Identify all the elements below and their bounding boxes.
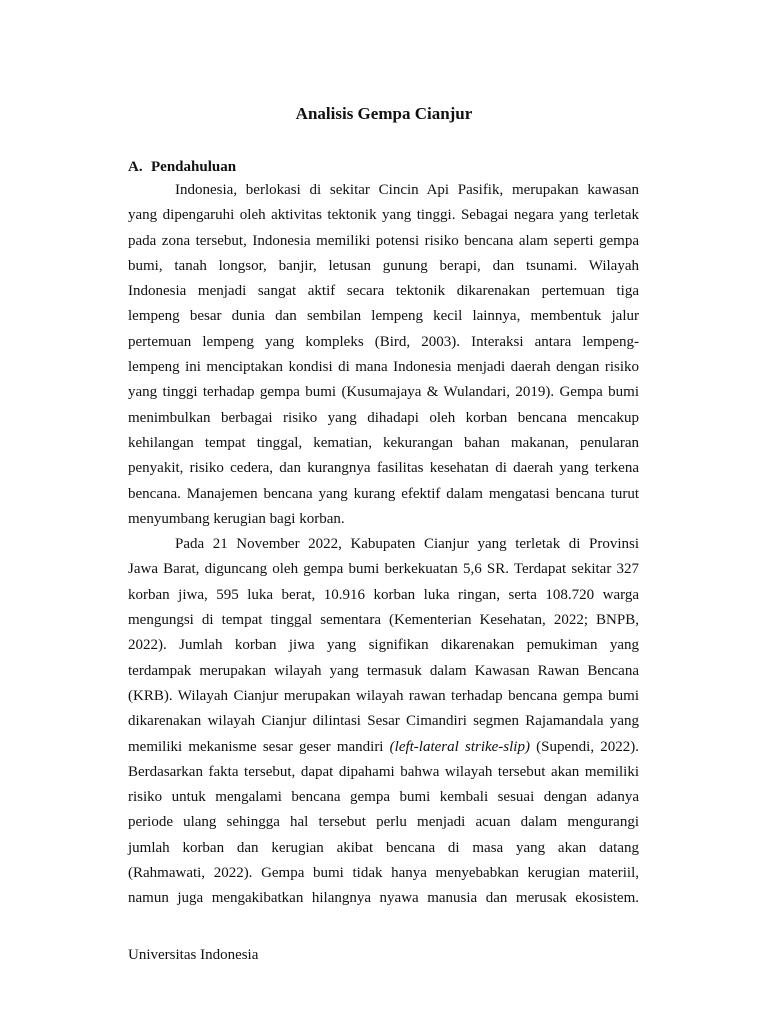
- body-text: [128, 178, 639, 912]
- section-title: Pendahuluan: [151, 159, 237, 175]
- text-line: Jawa Barat, diguncang oleh gempa bumi berkekuatan 5,6 SR. Terdapat sekitar 327: [128, 561, 639, 578]
- text-line: penyakit, risiko cedera, dan kurangnya fasilitas kesehatan di daerah yang terkena: [128, 460, 639, 477]
- text-line: menyumbang kerugian bagi korban.: [128, 510, 345, 527]
- text-line: risiko untuk mengalami bencana gempa bumi kembali sesuai dengan adanya: [128, 789, 639, 806]
- text-line: dikarenakan wilayah Cianjur dilintasi Sesar Cimandiri segmen Rajamandala yang: [128, 713, 639, 730]
- text-line: bumi, tanah longsor, banjir, letusan gunung berapi, dan tsunami. Wilayah: [128, 257, 639, 274]
- text-line: (Rahmawati, 2022). Gempa bumi tidak hanya menyebabkan kerugian materiil,: [128, 865, 639, 882]
- text-line: [128, 735, 639, 760]
- text-line: terdampak merupakan wilayah yang termasuk dalam Kawasan Rawan Bencana: [128, 662, 639, 679]
- text-line: periode ulang sehingga hal tersebut perlu menjadi acuan dalam mengurangi: [128, 814, 639, 831]
- text-line: (KRB). Wilayah Cianjur merupakan wilayah rawan terhadap bencana gempa bumi: [128, 687, 639, 704]
- text-line: kehilangan tempat tinggal, kematian, kekurangan bahan makanan, penularan: [128, 434, 639, 451]
- text-line: namun juga mengakibatkan hilangnya nyawa manusia dan merusak ekosistem.: [128, 890, 639, 907]
- section-number: A.: [128, 159, 143, 175]
- text-line: pertemuan lempeng yang kompleks (Bird, 2003). Interaksi antara lempeng-: [128, 333, 639, 350]
- italic-term: (left-lateral strike-slip): [389, 738, 530, 755]
- text-line: yang dipengaruhi oleh aktivitas tektonik yang tinggi. Sebagai negara yang terletak: [128, 207, 639, 224]
- text-line: Pada 21 November 2022, Kabupaten Cianjur yang terletak di Provinsi: [175, 536, 639, 553]
- section-heading: [128, 157, 236, 177]
- text-segment: (Supendi, 2022).: [529, 738, 639, 755]
- text-line: menimbulkan berbagai risiko yang dihadapi oleh korban bencana mencakup: [128, 409, 639, 426]
- text-line: korban jiwa, 595 luka berat, 10.916 korban luka ringan, serta 108.720 warga: [128, 586, 639, 603]
- text-line: 2022). Jumlah korban jiwa yang signifikan dikarenakan pemukiman yang: [128, 637, 639, 654]
- text-line: lempeng ini menciptakan kondisi di mana Indonesia menjadi daerah dengan risiko: [128, 359, 639, 376]
- text-line: pada zona tersebut, Indonesia memiliki potensi risiko bencana alam seperti gempa: [128, 232, 639, 249]
- text-line: jumlah korban dan kerugian akibat bencana di masa yang akan datang: [128, 839, 639, 856]
- text-segment: memiliki mekanisme sesar geser mandiri: [128, 738, 390, 755]
- paragraph-2: [128, 532, 639, 911]
- page-footer: Universitas Indonesia: [128, 947, 259, 963]
- paragraph-1: [128, 178, 639, 532]
- text-line: Indonesia, berlokasi di sekitar Cincin Api Pasifik, merupakan kawasan: [175, 182, 639, 198]
- text-line: bencana. Manajemen bencana yang kurang efektif dalam mengatasi bencana turut: [128, 485, 639, 502]
- text-line: yang tinggi terhadap gempa bumi (Kusumajaya & Wulandari, 2019). Gempa bumi: [128, 384, 639, 401]
- text-line: Berdasarkan fakta tersebut, dapat dipahami bahwa wilayah tersebut akan memiliki: [128, 763, 639, 780]
- text-line: mengungsi di tempat tinggal sementara (Kementerian Kesehatan, 2022; BNPB,: [128, 612, 639, 629]
- text-line: lempeng besar dunia dan sembilan lempeng kecil lainnya, membentuk jalur: [128, 308, 639, 325]
- document-title: Analisis Gempa Cianjur: [295, 104, 473, 123]
- text-line: Indonesia menjadi sangat aktif secara tektonik dikarenakan pertemuan tiga: [128, 283, 639, 300]
